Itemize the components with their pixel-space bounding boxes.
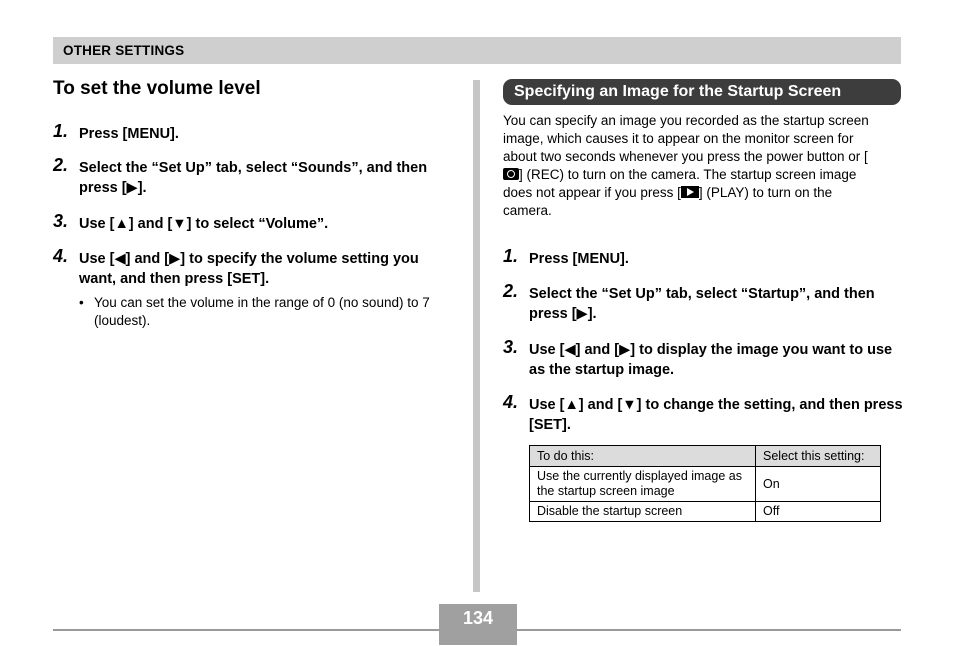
intro-text-part-3: ] (PLAY) to turn on the camera. [503,185,833,218]
table-cell: Use the currently displayed image as the startup screen image [530,467,756,502]
camera-icon [503,168,519,180]
section-header-bar [53,37,901,64]
page-number-box [439,604,517,645]
step-number: 4. [53,246,69,266]
startup-settings-table [529,445,881,522]
step-number: 3. [503,337,519,357]
intro-paragraph [503,112,883,220]
step-text: Press [MENU]. [529,251,629,267]
table-row [530,502,881,522]
column-divider [473,80,480,592]
page-title: To set the volume level [53,78,261,99]
section-title: OTHER SETTINGS [63,43,185,58]
section-heading: Specifying an Image for the Startup Screen [514,83,842,100]
intro-text-part-2: ] (REC) to turn on the camera. The startup screen image does not appear if you press [ [503,167,857,200]
intro-text-part-1: You can specify an image you recorded as the startup screen image, which causes it to appear on the monitor screen for about two seconds whenever you press the power button or [ [503,113,869,164]
table-cell: Disable the startup screen [530,502,756,522]
table-header-cell: Select this setting: [756,446,881,467]
table-row [530,467,881,502]
bullet-mark: • [79,295,84,310]
page-number: 134 [462,608,494,628]
step-text: Use [▲] and [▼] to select “Volume”. [79,216,329,232]
step-number: 2. [503,281,519,301]
step-text: Press [MENU]. [79,126,179,142]
step-number: 2. [53,155,69,175]
step-number: 3. [53,211,69,231]
play-icon [681,186,699,198]
step-text: Select the “Set Up” tab, select “Sounds”, and then press [▶]. [79,160,428,196]
step-text: Use [◀] and [▶] to display the image you want to use as the startup image. [529,342,893,378]
step-number: 1. [503,246,519,266]
bullet-text: You can set the volume in the range of 0 (no sound) to 7 (loudest). [94,295,430,328]
step-text: Use [◀] and [▶] to specify the volume setting you want, and then press [SET]. [79,251,419,287]
step-number: 1. [53,121,69,141]
table-header-cell: To do this: [530,446,756,467]
step-number: 4. [503,392,519,412]
step-text: Use [▲] and [▼] to change the setting, and then press [SET]. [529,397,903,433]
step-text: Select the “Set Up” tab, select “Startup”, and then press [▶]. [529,286,875,322]
section-heading-pill [503,79,901,105]
table-cell: Off [756,502,881,522]
table-cell: On [756,467,881,502]
table-header-row [530,446,881,467]
